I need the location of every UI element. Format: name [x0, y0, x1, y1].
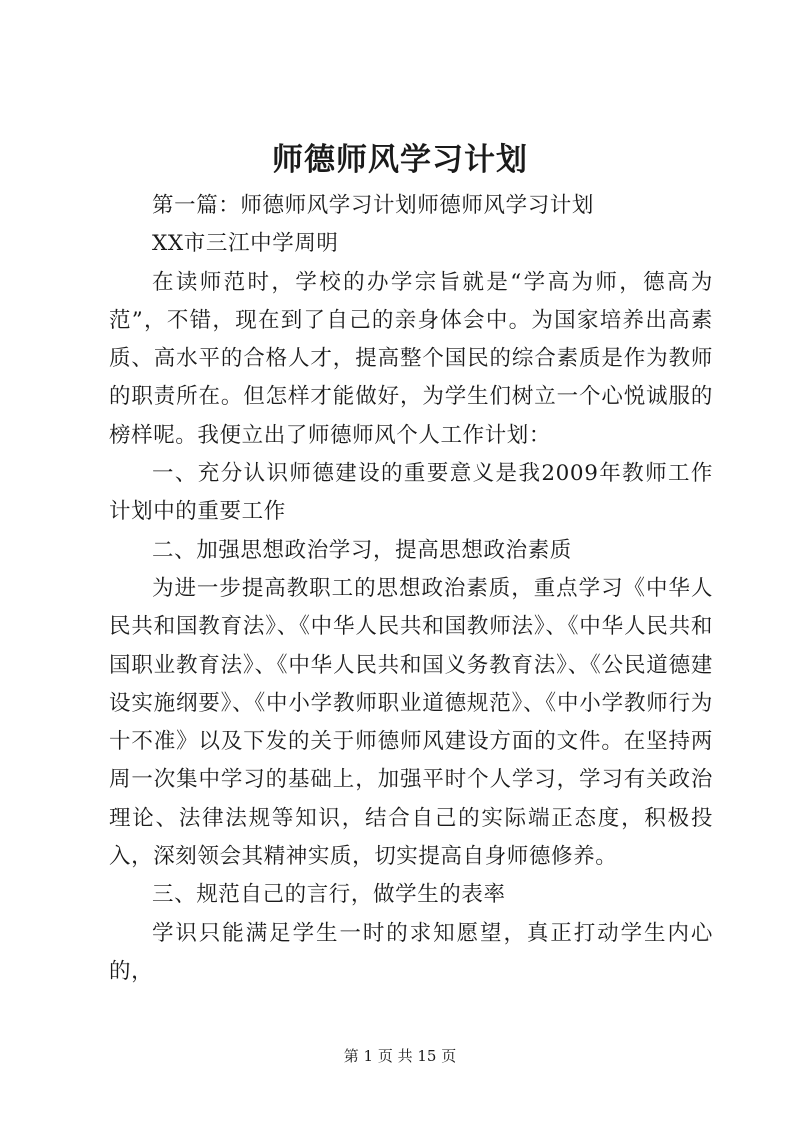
paragraph-section-3-body: 学识只能满足学生一时的求知愿望，真正打动学生内心的， [109, 920, 713, 984]
page-number-footer: 第 1 页 共 15 页 [343, 1047, 457, 1065]
paragraph-section-2: 二、加强思想政治学习，提高思想政治素质 [152, 537, 572, 563]
paragraph-section-2-body: 为进一步提高教职工的思想政治素质，重点学习《中华人民共和国教育法》、《中华人民共和国教师法》、《中华人民共和国职业教育法》、《中华人民共和国义务教育法》、《公民道德建设实施纲要》、《中小学教师职业道德规范》、《中小学教师行为十不准》以及下发的关于师德师风建设方面的文件。在坚持两周一次集中学习的基础上，加强平时个人学习，学习有关政治理论、法律法规等知识，结合自己的实际端正态度，积极投入，深刻领会其精神实质，切实提高自身师德修养。 [109, 575, 713, 870]
paragraph-heading: 第一篇：师德师风学习计划师德师风学习计划 [152, 193, 595, 218]
paragraph-section-1: 一、充分认识师德建设的重要意义是我2009年教师工作计划中的重要工作 [109, 461, 713, 525]
paragraph-intro: 在读师范时，学校的办学宗旨就是“学高为师，德高为范”，不错，现在到了自己的亲身体会中。为国家培养出高素质、高水平的合格人才，提高整个国民的综合素质是作为教师的职责所在。但怎样才能做好，为学生们树立一个心悦诚服的榜样呢。我便立出了师德师风个人工作计划： [109, 269, 713, 448]
document-title: 师德师风学习计划 [272, 142, 528, 178]
document-body [109, 187, 713, 991]
paragraph-author: XX市三江中学周明 [152, 231, 339, 257]
paragraph-section-3: 三、规范自己的言行，做学生的表率 [152, 882, 506, 908]
